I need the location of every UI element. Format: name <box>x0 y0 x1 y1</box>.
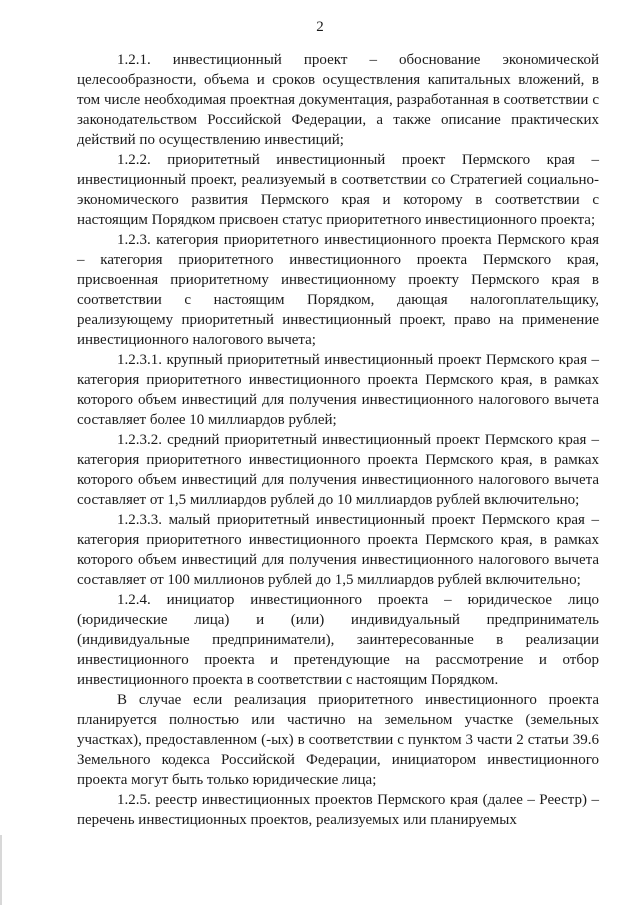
paragraph-1-2-5: 1.2.5. реестр инвестиционных проектов Пермского края (далее – Реестр) – перечень инвестиционных проектов, реализуемых или планируемых <box>77 792 599 828</box>
paragraph-1-2-2: 1.2.2. приоритетный инвестиционный проект Пермского края – инвестиционный проект, реализуемый в соответствии со Стратегией социально-экономического развития Пермского края и которому в соответствии с настоящим Порядком присвоен статус приоритетного инвестиционного проекта; <box>77 152 599 228</box>
scan-edge-shadow <box>0 835 2 905</box>
paragraph-1-2-1: 1.2.1. инвестиционный проект – обоснование экономической целесообразности, объема и сроков осуществления капитальных вложений, в том числе необходимая проектная документация, разработанная в соответствии с законодательством Российской Федерации, а также описание практических действий по осуществлению инвестиций; <box>77 52 599 148</box>
paragraph-1-2-4: 1.2.4. инициатор инвестиционного проекта – юридическое лицо (юридические лица) и (или) индивидуальный предприниматель (индивидуальные предприниматели), заинтересованные в реализации инвестиционного проекта и претендующие на рассмотрение и отбор инвестиционного проекта в соответствии с настоящим Порядком. <box>77 592 599 688</box>
paragraph-land-plot-clause: В случае если реализация приоритетного инвестиционного проекта планируется полностью или частично на земельном участке (земельных участках), предоставленном (-ых) в соответствии с пунктом 3 части 2 статьи 39.6 Земельного кодекса Российской Федерации, инициатором инвестиционного проекта могут быть только юридические лица; <box>77 692 599 788</box>
page-number: 2 <box>316 19 324 35</box>
paragraph-1-2-3-2: 1.2.3.2. средний приоритетный инвестиционный проект Пермского края – категория приоритетного инвестиционного проекта Пермского края, в рамках которого объем инвестиций для получения инвестиционного налогового вычета составляет от 1,5 миллиардов рублей до 10 миллиардов рублей включительно; <box>77 432 599 508</box>
paragraph-1-2-3-3: 1.2.3.3. малый приоритетный инвестиционный проект Пермского края – категория приоритетного инвестиционного проекта Пермского края, в рамках которого объем инвестиций для получения инвестиционного налогового вычета составляет от 100 миллионов рублей до 1,5 миллиардов рублей включительно; <box>77 512 599 588</box>
paragraph-1-2-3-1: 1.2.3.1. крупный приоритетный инвестиционный проект Пермского края – категория приоритетного инвестиционного проекта Пермского края, в рамках которого объем инвестиций для получения инвестиционного налогового вычета составляет более 10 миллиардов рублей; <box>77 352 599 428</box>
paragraph-1-2-3: 1.2.3. категория приоритетного инвестиционного проекта Пермского края – категория приоритетного инвестиционного проекта Пермского края, присвоенная приоритетному инвестиционному проекту Пермского края в соответствии с настоящим Порядком, дающая налогоплательщику, реализующему приоритетный инвестиционный проект, право на применение инвестиционного налогового вычета; <box>77 232 599 348</box>
document-body <box>77 50 599 830</box>
